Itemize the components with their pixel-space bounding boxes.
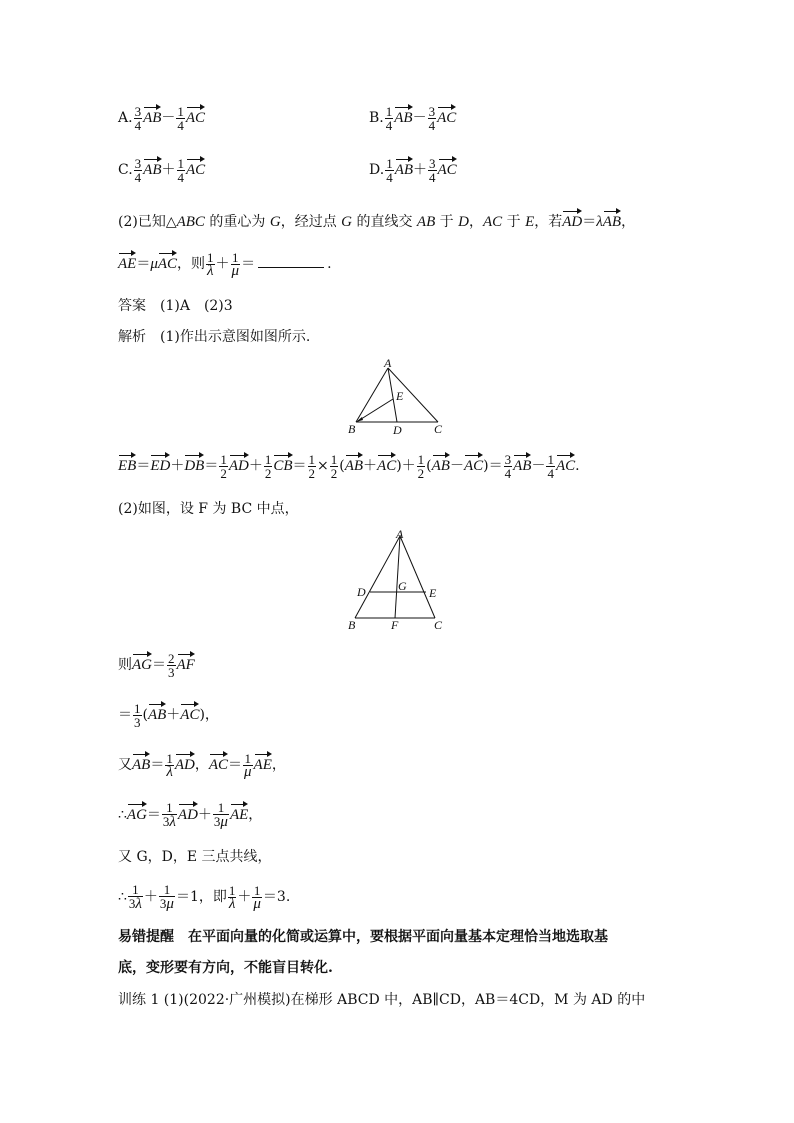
answer-line: 答案 (1)A (2)3 — [118, 298, 233, 314]
svg-text:A: A — [384, 356, 392, 370]
analysis-label: 解析 — [118, 329, 146, 345]
question-2-line2: AE＝μAC，则 $\frac{1}{\lambda}$ ＋ $\frac{1}{\mu}$ ＝ . — [118, 249, 332, 279]
svg-text:A: A — [396, 528, 404, 541]
question-2-line1: (2)已知△ABC 的重心为 G，经过点 G 的直线交 AB 于 D，AC 于 E，若AD＝λAB， — [118, 208, 635, 232]
svg-text:E: E — [396, 389, 404, 403]
svg-text:F: F — [391, 618, 399, 632]
step-ag: 则AG＝ $\frac{2}{3}$ AF — [118, 650, 195, 680]
warning-line1: 易错提醒 在平面向量的化简或运算中，要根据平面向量基本定理恰当地选取基 — [118, 929, 608, 945]
step-ag-result: ∴AG＝ $\frac{1}{3\lambda}$ AD＋ $\frac{1}{3\mu}$ AE， — [118, 800, 263, 830]
svg-text:G: G — [398, 579, 407, 593]
eb-equation: EB＝ED＋DB＝ $\frac{1}{2}$ AD＋ $\frac{1}{2}$ CB＝ $\frac{1}{2}$ × $\frac{1}{2}$ (AB＋AC)＋ $\frac{1}{2}$ (AB－AC)＝ $\frac{3}{4}$ AB－ $\frac{1}{4}$ AC. — [118, 451, 580, 481]
step-collinear: 又 G，D，E 三点共线， — [118, 849, 272, 865]
step-final: ∴ $\frac{1}{3\lambda}$ ＋ $\frac{1}{3\mu}$ ＝1，即 $\frac{1}{\lambda}$ ＋ $\frac{1}{\mu}$ ＝3. — [118, 882, 291, 912]
triangle-figure-1 — [340, 356, 460, 440]
svg-text:B: B — [348, 618, 356, 632]
warning-line2: 底，变形要有方向，不能盲目转化. — [118, 960, 333, 976]
svg-text:B: B — [348, 422, 356, 436]
svg-text:D: D — [393, 423, 402, 437]
svg-text:D: D — [357, 585, 366, 599]
answer-blank — [258, 253, 324, 268]
step-ag-expand: ＝ $\frac{1}{3}$ (AB＋AC)， — [118, 700, 219, 730]
analysis-line: 解析 (1)作出示意图如图所示. — [118, 329, 311, 345]
part2-intro: (2)如图，设 F 为 BC 中点， — [118, 501, 299, 517]
svg-text:C: C — [434, 618, 443, 632]
warning-label: 易错提醒 — [118, 929, 174, 945]
svg-text:E: E — [429, 586, 437, 600]
training-line: 训练 1 (1)(2022·广州模拟)在梯形 ABCD 中，AB∥CD，AB＝4CD，M 为 AD 的中 — [118, 992, 646, 1008]
option-b: B. $\frac{1}{4}$ AB－ $\frac{3}{4}$ AC — [369, 103, 457, 133]
option-d: D. $\frac{1}{4}$ AB＋ $\frac{3}{4}$ AC — [369, 155, 457, 185]
step-ab-ac: 又AB＝ $\frac{1}{\lambda}$ AD，AC＝ $\frac{1}{\mu}$ AE， — [118, 750, 286, 780]
svg-text:C: C — [434, 422, 443, 436]
option-a: A. $\frac{3}{4}$ AB－ $\frac{1}{4}$ AC — [118, 103, 206, 133]
answer-label: 答案 — [118, 298, 146, 314]
triangle-figure-2 — [340, 528, 460, 634]
option-c: C. $\frac{3}{4}$ AB＋ $\frac{1}{4}$ AC — [118, 155, 206, 185]
